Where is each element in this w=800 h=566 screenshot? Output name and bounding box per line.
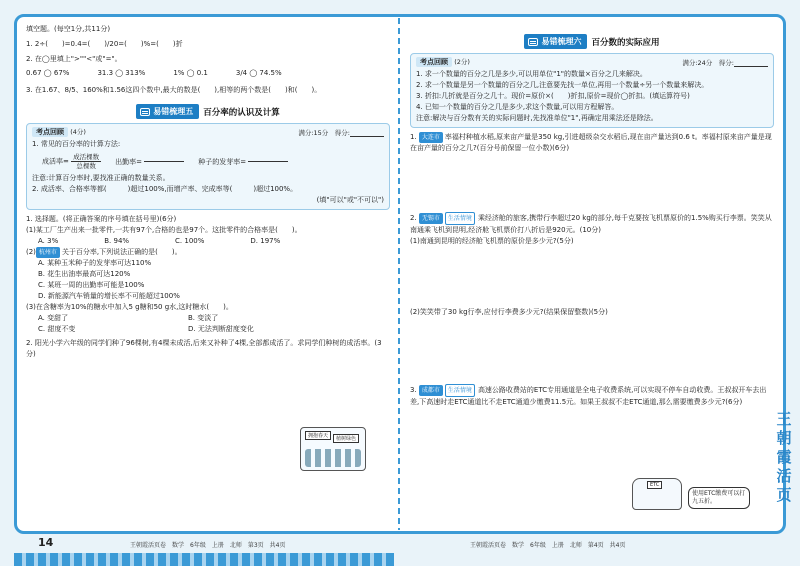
option[interactable]: D. 无法判断甜度变化 <box>188 325 254 333</box>
page-number: 14 <box>38 536 54 549</box>
banner-title: 百分率的认识及计算 <box>203 107 280 118</box>
option[interactable]: C. 甜度不变 <box>38 325 76 333</box>
brand-char: 王 <box>776 410 792 428</box>
choice-2-text: 关于百分率,下列说法正确的是( )。 <box>61 248 182 256</box>
banner-tag-label: 易错梳理六 <box>541 37 582 46</box>
brand-char: 朝 <box>776 429 792 447</box>
city-tag: 杭州市 <box>36 247 60 258</box>
review-line-3: 3. 折扣:几折就是百分之几十。现价=原价×( )折扣,原价=现价◯折扣。(填运算符号) <box>416 92 690 100</box>
sign: 植树绿色 <box>333 434 359 443</box>
review-points: (2分) <box>454 58 470 66</box>
section-banner-6 <box>410 34 774 49</box>
formula-survival <box>42 153 101 170</box>
choice-3-options-row2 <box>38 324 390 335</box>
score-text: 满分:24分 得分: <box>682 58 734 67</box>
speech-bubble: 使用ETC缴费可以打九五折。 <box>688 487 750 509</box>
fraction-numerator-blank[interactable] <box>248 154 288 162</box>
review-points: (4分) <box>70 128 86 136</box>
tree-planting-illustration <box>300 427 366 471</box>
problem-2: 2. 无锡市 生活情境 乘经济舱的旅客,携带行李超过20 kg的部分,每千克要按飞机票原价的1.5%购买行李票。笑笑从南通乘飞机到昆明,经济舱飞机票价打八折后是920元。(10分) <box>410 214 772 234</box>
score-line <box>298 128 384 137</box>
footer-right: 王朝霞活页卷 数学 6年级 上册 北师 第4页 共4页 <box>470 542 626 549</box>
brand-char: 页 <box>776 486 792 504</box>
choice-1-options <box>38 236 390 247</box>
sign: 拥抱春天 <box>305 431 331 440</box>
q2-item: 31.3 ◯ 313% <box>97 69 146 77</box>
context-tag: 生活情境 <box>445 212 475 225</box>
context-tag: 生活情境 <box>445 384 475 397</box>
fill-in-intro: 填空题。(每空1分,共11分) <box>26 25 111 33</box>
banner-tag <box>136 104 199 119</box>
review-label: 考点回顾 <box>416 57 452 67</box>
score-text: 满分:15分 得分: <box>298 128 350 137</box>
fraction-denominator-blank[interactable] <box>144 162 184 170</box>
banner-tag <box>524 34 587 49</box>
choice-3-options-row1 <box>38 313 390 324</box>
etc-sign: ETC <box>647 481 662 489</box>
review-line-1: 1. 求一个数量的百分之几是多少,可以用单位"1"的数量×百分之几来解决。 <box>416 70 647 78</box>
fraction-blank[interactable] <box>248 154 288 170</box>
fraction-numerator-blank[interactable] <box>144 154 184 162</box>
formula-name: 出勤率= <box>115 157 142 166</box>
side-brand <box>770 410 798 505</box>
brand-char: 霞 <box>776 448 792 466</box>
children-figures <box>305 449 361 467</box>
review-note: 注意:解决与百分数有关的实际问题时,先找准单位"1",再确定用乘法还是除法。 <box>416 114 658 122</box>
choose-head: 1. 选择题。(将正确答案的序号填在括号里)(6分) <box>26 215 177 223</box>
score-line <box>682 58 768 67</box>
option[interactable]: C. 100% <box>175 237 205 245</box>
review-box-5 <box>26 123 390 210</box>
review-line-4: 4. 已知一个数量的百分之几是多少,求这个数量,可以用方程解答。 <box>416 103 619 111</box>
option[interactable]: A. 3% <box>38 237 59 245</box>
problem-3-text: 高速公路收费站的ETC专用通道是全电子收费系统,可以实现不停车自动收费。王叔叔开车去出差,下高速时走ETC通道比不走ETC通道少缴费11.5元。如果王叔叔不走ETC通道,那么需要缴费多少元?(6分) <box>410 386 767 406</box>
problem-2-part-1: (1)南通到昆明的经济舱飞机票的原价是多少元?(5分) <box>410 237 574 245</box>
review-header <box>32 127 384 137</box>
option[interactable]: A. 某种玉米种子的发芽率可达110% <box>38 259 152 267</box>
q2-item: 0.67 ◯ 67% <box>26 69 70 77</box>
brand-char: 活 <box>776 467 792 485</box>
choice-1: (1)某工厂生产出来一批零件,一共有97个,合格的也是97个。这批零件的合格率是( )。 <box>26 226 302 234</box>
fraction <box>71 153 101 170</box>
option[interactable]: C. 某班一周的出勤率可能是100% <box>38 281 145 289</box>
left-column <box>26 24 390 360</box>
city-tag: 大连市 <box>419 132 443 143</box>
formula-germination <box>198 154 288 170</box>
answer-space[interactable] <box>410 318 774 384</box>
footer-left: 王朝霞活页卷 数学 6年级 上册 北师 第3页 共4页 <box>130 542 286 549</box>
formula-name: 种子的发芽率= <box>198 157 247 166</box>
problem-1-text: 率福村种植水稻,原来亩产量是350 kg,引进超级杂交水稻后,现在亩产量达到0.6 t。率福村原来亩产量是现在亩产量的百分之几?(百分号前保留一位小数)(6分) <box>410 133 772 152</box>
right-column <box>410 24 774 408</box>
option[interactable]: B. 94% <box>104 237 130 245</box>
score-blank[interactable] <box>734 59 768 67</box>
fraction-numerator: 成活棵数 <box>73 153 100 161</box>
fraction-denominator: 总棵数 <box>76 162 96 170</box>
review-line-2: 2. 求一个数量是另一个数量的百分之几,注意要先找一单位,再用一个数量÷另一个数量来解决。 <box>416 81 709 89</box>
section-banner-5 <box>26 104 390 119</box>
review-box-6 <box>410 53 774 128</box>
fraction-blank[interactable] <box>144 154 184 170</box>
option[interactable]: A. 变甜了 <box>38 314 69 322</box>
banner-tag-label: 易错梳理五 <box>153 107 194 116</box>
review-hint: (填"可以"或"不可以") <box>316 196 384 204</box>
answer-space[interactable] <box>410 247 774 307</box>
option[interactable]: B. 花生出油率最高可达120% <box>38 270 131 278</box>
formula-attendance <box>115 154 184 170</box>
question-2-head: 2. 在◯里填上">""<"或"="。 <box>26 55 122 63</box>
problem-3: 3. 成都市 生活情境 高速公路收费站的ETC专用通道是全电子收费系统,可以实现不停车自动收费。王叔叔开车去出差,下高速时走ETC通道比不走ETC通道少缴费11.5元。如果王叔叔不走ETC通道,那么需要缴费多少元?(6分) <box>410 386 767 406</box>
list-icon <box>528 38 538 46</box>
city-tag: 无锡市 <box>419 213 443 224</box>
car-illustration <box>632 478 682 510</box>
choice-2: (2) 杭州市 关于百分率,下列说法正确的是( )。 <box>26 248 182 256</box>
problem-1: 1. 大连市 率福村种植水稻,原来亩产量是350 kg,引进超级杂交水稻后,现在亩产量达到0.6 t。率福村原来亩产量是现在亩产量的百分之几?(百分号前保留一位小数)(6分) <box>410 133 772 152</box>
review-line-2: 2. 成活率、合格率等都( )超过100%,而增产率、完成率等( )超过100%。 <box>32 185 298 193</box>
formula-row <box>42 153 384 170</box>
score-blank[interactable] <box>350 129 384 137</box>
review-header <box>416 57 768 67</box>
q2-item: 1% ◯ 0.1 <box>173 69 208 77</box>
banner-title: 百分数的实际应用 <box>591 37 660 48</box>
bottom-stripe <box>14 553 394 566</box>
city-tag: 成都市 <box>419 385 443 396</box>
q2-item: 3/4 ◯ 74.5% <box>235 69 282 77</box>
problem-2-text: 乘经济舱的旅客,携带行李超过20 kg的部分,每千克要按飞机票原价的1.5%购买行李票。笑笑从南通乘飞机到昆明,经济舱飞机票价打八折后是920元。(10分) <box>410 214 772 234</box>
option[interactable]: D. 197% <box>250 237 281 245</box>
review-line-1: 1. 常见的百分率的计算方法: <box>32 140 121 148</box>
question-plant: 2. 阳光小学六年级的同学们种了96棵树,有4棵未成活,后来又补种了4棵,全部都成活了。求同学们种树的成活率。(3分) <box>26 339 382 358</box>
review-label: 考点回顾 <box>32 127 68 137</box>
question-3: 3. 在1.67、8/5、160%和1.56这四个数中,最大的数是( ),相等的两个数是( )和( )。 <box>26 86 322 94</box>
formula-name: 成活率= <box>42 157 69 166</box>
problem-2-part-2: (2)笑笑带了30 kg行李,应付行李费多少元?(结果保留整数)(5分) <box>410 308 608 316</box>
option[interactable]: B. 变淡了 <box>188 314 219 322</box>
answer-space[interactable] <box>410 154 774 212</box>
question-2-items <box>26 68 390 79</box>
question-1: 1. 2÷( )=0.4=( )/20=( )%=( )折 <box>26 40 183 48</box>
review-note: 注意:计算百分率时,要找准正确的数量关系。 <box>32 174 170 182</box>
fraction-denominator-blank[interactable] <box>248 162 288 170</box>
center-divider <box>398 18 400 530</box>
list-icon <box>140 108 150 116</box>
option[interactable]: D. 新能源汽车销量的增长率不可能超过100% <box>38 292 180 300</box>
choice-3: (3)在含糖率为10%的糖水中加入5 g糖和50 g水,这时糖水( )。 <box>26 303 233 311</box>
